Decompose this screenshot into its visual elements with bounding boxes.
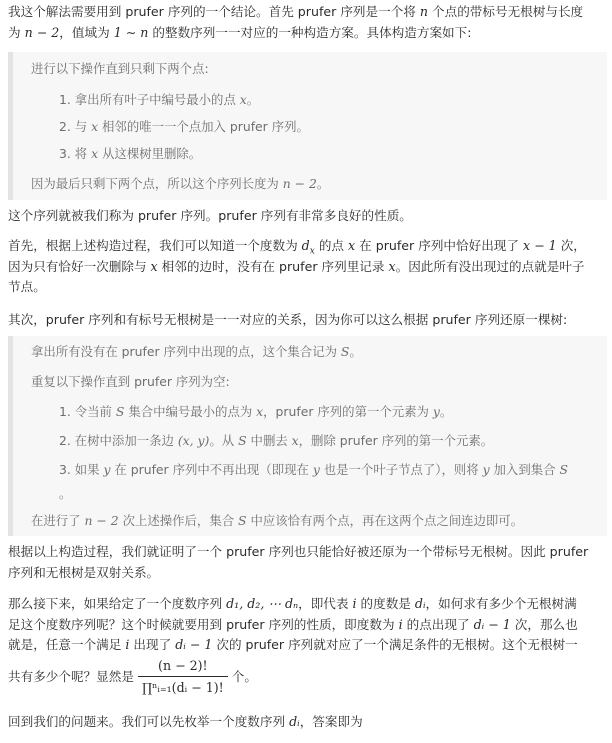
restore-blockquote (8, 336, 607, 536)
restore-tail (31, 511, 523, 532)
restore-step-3-end (59, 484, 71, 505)
text: 就是，任意一个满足 (8, 637, 126, 652)
text: 拿出所有没有在 prufer 序列中出现的点，这个集合记为 (31, 344, 341, 359)
math-S: S (559, 462, 568, 477)
text: 节点。 (8, 279, 46, 294)
text: 次上述操作后，集合 (118, 513, 239, 528)
text: 2. 在树中添加一条边 (59, 433, 178, 448)
text: 中删去 (246, 433, 292, 448)
text: 共有多少个呢？显然是 (8, 668, 138, 684)
math-x: x (256, 404, 264, 419)
text: 我这个解法需要用到 prufer 序列的一个结论。首先 prufer 序列是一个将 (8, 4, 420, 19)
math-di: dᵢ (414, 596, 426, 611)
text: ，如何求有多少个无根树满 (425, 596, 577, 611)
text: 加入到集合 (489, 462, 560, 477)
fraction-denominator: ∏ⁿᵢ₌₁(dᵢ − 1)! (141, 679, 224, 695)
math-edge: (x, y) (177, 433, 210, 448)
text: 也是一个叶子节点了），则将 (319, 462, 483, 477)
counting-paragraph (8, 594, 606, 699)
math-x: x (291, 433, 299, 448)
text: 的整数序列一一对应的一种构造方案。具体构造方案如下: (148, 24, 472, 40)
text: 足这个度数序列呢？这个时候就要用到 prufer 序列的性质，即度数为 (8, 616, 399, 632)
math-i: i (352, 596, 357, 611)
bijection-paragraph (8, 542, 606, 583)
text: 。因此所有没出现过的点就是叶子 (395, 258, 585, 274)
text: 。 (59, 486, 72, 501)
math-S: S (340, 344, 350, 359)
text: ，答案即为 (299, 714, 363, 729)
text: 在 prufer 序列中不再出现（即现在 (110, 462, 313, 477)
math-di: dᵢ (289, 714, 300, 729)
math-n-minus-2: n − 2 (24, 24, 60, 40)
construction-step-3 (59, 144, 201, 165)
text: 在进行了 (31, 513, 85, 528)
text: 。 (246, 92, 260, 107)
math-x: x (388, 258, 396, 274)
restore-step-1 (59, 402, 452, 423)
text: 首先，根据上述构造过程，我们可以知道一个度数为 (8, 238, 302, 253)
count-fraction (138, 656, 228, 699)
math-n-minus-2: n − 2 (84, 513, 119, 528)
second-property-paragraph: 其次，prufer 序列和有标号无根树是一一对应的关系，因为你可以这么根据 prufer 序列还原一棵树: (8, 312, 568, 327)
math-di-minus-1: dᵢ − 1 (473, 616, 511, 632)
text: 。 (316, 176, 330, 191)
text: 的点 (314, 238, 349, 253)
restore-line-1 (31, 342, 362, 363)
construction-tail (31, 174, 329, 195)
math-S: S (238, 433, 247, 448)
text: 。从 (209, 433, 239, 448)
math-di-minus-1: dᵢ − 1 (175, 637, 213, 652)
text: 3. 如果 (59, 462, 104, 477)
text: 的点出现了 (402, 616, 474, 632)
text: 次， (556, 238, 586, 253)
text: 次的 prufer 序列就对应了一个满足条件的无根树。这个无根树一 (212, 637, 578, 652)
text: ，值域为 (59, 24, 114, 40)
text: 1. 拿出所有叶子中编号最小的点 (59, 92, 240, 107)
math-y: y (432, 404, 440, 419)
text: x (309, 246, 315, 257)
construction-blockquote (8, 52, 607, 200)
named-paragraph: 这个序列就被我们称为 prufer 序列。prufer 序列有非常多良好的性质。 (8, 208, 412, 223)
math-x: x (150, 258, 158, 274)
math-x: x (91, 146, 99, 161)
math-n: n (419, 4, 429, 19)
math-x: x (239, 92, 247, 107)
text: 因为只有恰好一次删除与 (8, 258, 151, 274)
text: 中应该恰有两个点，再在这两个点之间连边即可。 (246, 513, 524, 528)
text: 。 (439, 404, 453, 419)
math-y: y (103, 462, 111, 477)
construction-step-1 (59, 90, 259, 111)
text: 在 prufer 序列中恰好出现了 (355, 238, 523, 253)
fraction-numerator: (n − 2)! (138, 656, 228, 677)
text: d (301, 238, 310, 253)
text: ，删除 prufer 序列的第一个元素。 (298, 433, 494, 448)
restore-line-2: 重复以下操作直到 prufer 序列为空: (31, 374, 230, 389)
text: ，即代表 (298, 596, 353, 611)
text: ，prufer 序列的第一个元素为 (263, 404, 433, 419)
math-S: S (115, 404, 125, 419)
first-property-paragraph (8, 236, 606, 298)
text: 出现了 (129, 637, 176, 652)
back-paragraph (8, 712, 606, 733)
text: 2. 与 (59, 119, 92, 134)
math-dx (301, 238, 315, 257)
text: 从这棵树里删除。 (98, 146, 202, 161)
text: 根据以上构造过程，我们就证明了一个 prufer 序列也只能恰好被还原为一个带标号无根树。因此 prufer (8, 544, 589, 559)
text: 次，那么也 (510, 616, 578, 632)
math-n-minus-2: n − 2 (282, 176, 317, 191)
math-i: i (398, 616, 403, 632)
text: 3. 将 (59, 146, 92, 161)
math-y: y (482, 462, 490, 477)
text: 集合中编号最小的点为 (124, 404, 257, 419)
text: 相邻的边时，没有在 prufer 序列里记录 (157, 258, 389, 274)
text: 的度数是 (356, 596, 415, 611)
text: 回到我们的问题来。我们可以先枚举一个度数序列 (8, 714, 290, 729)
math-range: 1 ∼ n (113, 24, 149, 40)
text: 那么接下来，如果给定了一个度数序列 (8, 596, 227, 611)
math-x: x (91, 119, 99, 134)
math-S: S (238, 513, 247, 528)
construction-head: 进行以下操作直到只剩下两个点: (31, 61, 209, 76)
text: 。 (349, 344, 362, 359)
math-x: x (348, 238, 356, 253)
math-x-minus-1: x − 1 (523, 238, 557, 253)
restore-step-3 (59, 460, 568, 481)
construction-step-2 (59, 117, 309, 138)
math-degree-sequence: d₁, d₂, ⋯ dₙ (226, 596, 299, 611)
text: 个点的带标号无根树与长度 (428, 4, 584, 19)
intro-paragraph (8, 2, 606, 43)
text: 个。 (227, 668, 257, 684)
math-y: y (312, 462, 320, 477)
text: 序列和无根树是双射关系。 (8, 564, 160, 580)
text: 相邻的唯一一个点加入 prufer 序列。 (98, 119, 309, 134)
math-i: i (125, 637, 130, 652)
text: 为 (8, 24, 25, 40)
restore-step-2 (59, 431, 493, 452)
text: 1. 令当前 (59, 404, 116, 419)
text: 因为最后只剩下两个点，所以这个序列长度为 (31, 176, 283, 191)
